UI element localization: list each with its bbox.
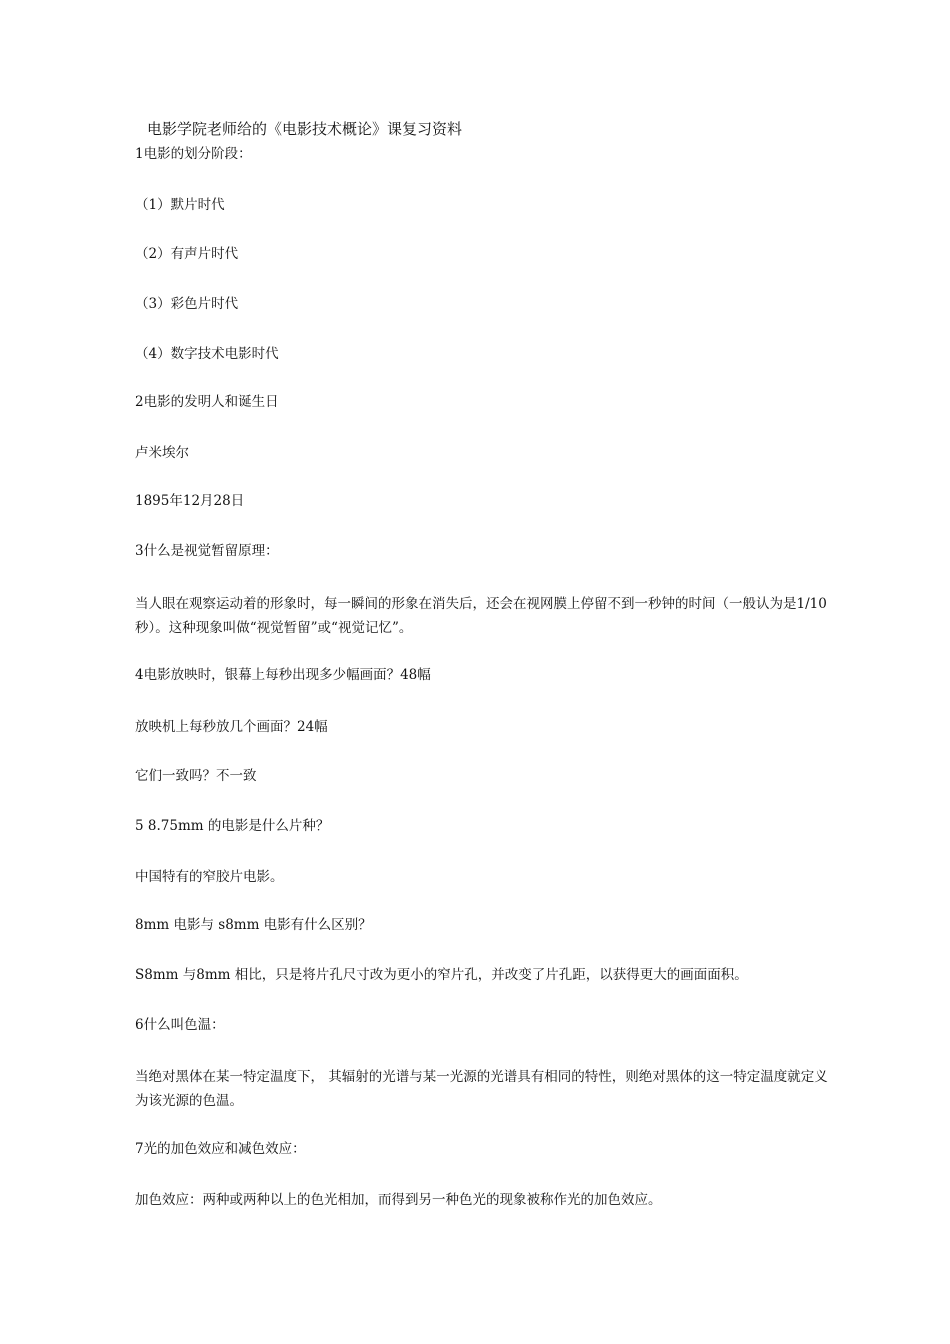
heading-line: 8mm 电影与 s8mm 电影有什么区别？ [135, 917, 372, 933]
text-line: 它们一致吗？不一致 [135, 768, 257, 784]
list-item: （1）默片时代 [135, 197, 225, 213]
text-line: 1895年12月28日 [135, 493, 245, 509]
document-title: 电影学院老师给的《电影技术概论》课复习资料 [147, 120, 463, 138]
text-line: 卢米埃尔 [135, 445, 189, 461]
text-line: S8mm 与8mm 相比，只是将片孔尺寸改为更小的窄片孔，并改变了片孔距，以获得更大的画面面积。 [135, 967, 748, 983]
heading-line: 5 8.75mm 的电影是什么片种？ [135, 818, 330, 834]
heading-line: 6什么叫色温： [135, 1017, 225, 1033]
heading-line: 3什么是视觉暂留原理： [135, 543, 279, 559]
text-line: 放映机上每秒放几个画面？24幅 [135, 719, 328, 735]
heading-line: 2电影的发明人和诞生日 [135, 394, 279, 410]
list-item: （2）有声片时代 [135, 246, 239, 262]
heading-line: 7光的加色效应和减色效应： [135, 1141, 306, 1157]
list-item: （3）彩色片时代 [135, 296, 239, 312]
list-item: （4）数字技术电影时代 [135, 346, 279, 362]
text-line: 中国特有的窄胶片电影。 [135, 869, 284, 885]
heading-line: 1电影的划分阶段： [135, 146, 252, 162]
heading-line: 4电影放映时，银幕上每秒出现多少幅画面？48幅 [135, 667, 431, 683]
text-line: 加色效应：两种或两种以上的色光相加，而得到另一种色光的现象被称作光的加色效应。 [135, 1192, 662, 1208]
paragraph: 当绝对黑体在某一特定温度下， 其辐射的光谱与某一光源的光谱具有相同的特性，则绝对黑体的这一特定温度就定义为该光源的色温。 [135, 1069, 828, 1109]
paragraph: 当人眼在观察运动着的形象时，每一瞬间的形象在消失后，还会在视网膜上停留不到一秒钟的时间（一般认为是1/10秒）。这种现象叫做“视觉暂留”或“视觉记忆”。 [135, 596, 827, 636]
